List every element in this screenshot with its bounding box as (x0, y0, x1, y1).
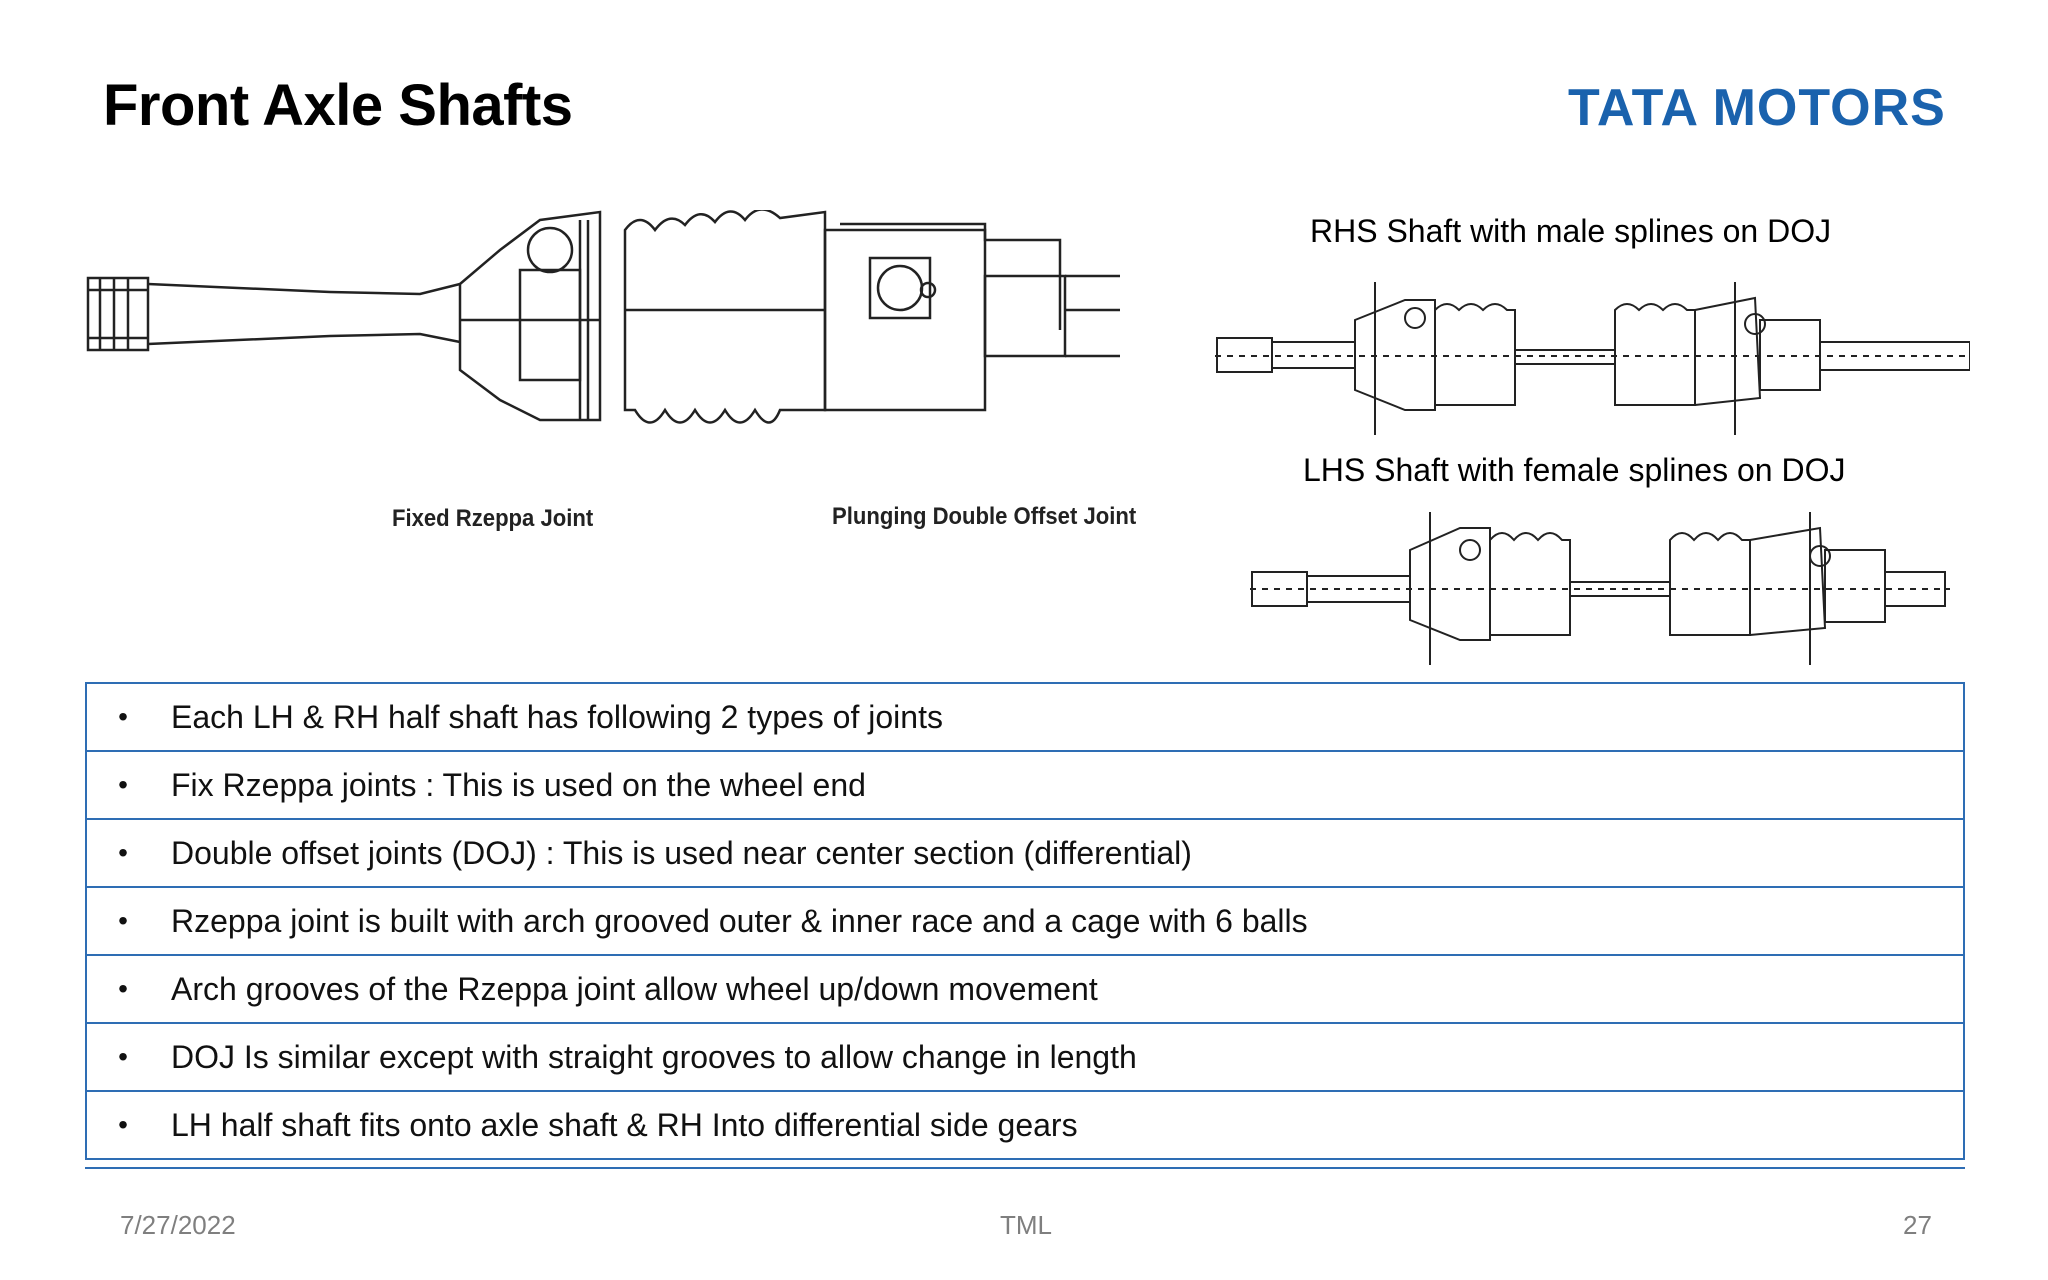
list-item: • Each LH & RH half shaft has following 2 types of joints (87, 684, 1963, 752)
list-item: • Rzeppa joint is built with arch grooved outer & inner race and a cage with 6 balls (87, 888, 1963, 956)
bullet-list (85, 682, 1965, 1160)
footer-center-label: TML (1000, 1210, 1052, 1240)
list-item: • Arch grooves of the Rzeppa joint allow wheel up/down movement (87, 956, 1963, 1024)
bullet-icon: • (118, 905, 128, 936)
lhs-shaft-drawing (1250, 510, 1950, 670)
plunging-doj-caption: Plunging Double Offset Joint (832, 503, 1137, 530)
bullet-icon: • (118, 1041, 128, 1072)
bullet-icon: • (118, 837, 128, 868)
list-item: • Fix Rzeppa joints : This is used on the wheel end (87, 752, 1963, 820)
page-number: 27 (1903, 1210, 1932, 1240)
tata-motors-logo: TATA MOTORS (1568, 79, 1946, 137)
bullet-icon: • (118, 1109, 128, 1140)
slide-title: Front Axle Shafts (103, 73, 573, 138)
rhs-shaft-caption: RHS Shaft with male splines on DOJ (1310, 213, 1832, 249)
rhs-shaft-drawing (1215, 280, 1970, 440)
list-item: • DOJ Is similar except with straight grooves to allow change in length (87, 1024, 1963, 1092)
list-item: • LH half shaft fits onto axle shaft & RH Into differential side gears (87, 1092, 1963, 1160)
bullet-icon: • (118, 973, 128, 1004)
fixed-rzeppa-caption: Fixed Rzeppa Joint (392, 505, 594, 532)
footer-divider (85, 1167, 1965, 1169)
axle-shaft-cutaway-drawing (80, 210, 1130, 440)
bullet-icon: • (118, 769, 128, 800)
bullet-icon: • (118, 701, 128, 732)
list-item: • Double offset joints (DOJ) : This is used near center section (differential) (87, 820, 1963, 888)
lhs-shaft-caption: LHS Shaft with female splines on DOJ (1303, 452, 1846, 488)
footer-date: 7/27/2022 (120, 1210, 236, 1240)
